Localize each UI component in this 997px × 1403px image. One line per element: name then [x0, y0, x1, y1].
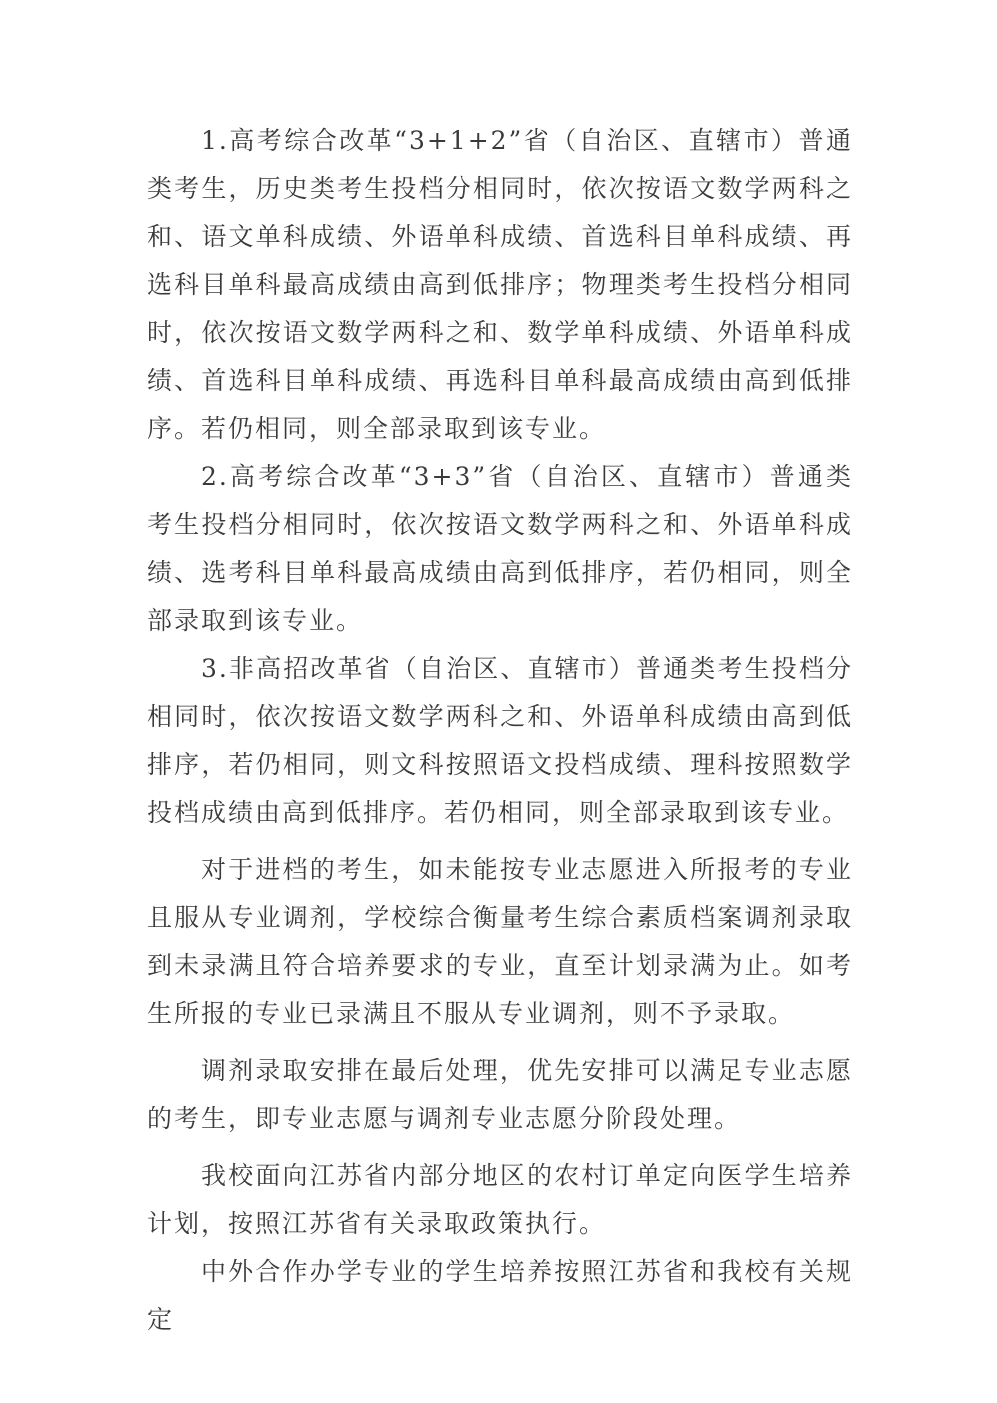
paragraph-adjustment-order: 调剂录取安排在最后处理，优先安排可以满足专业志愿的考生，即专业志愿与调剂专业志愿分阶段处理。: [147, 1056, 853, 1133]
document-body: [147, 117, 853, 1344]
paragraph-rural-medical: 我校面向江苏省内部分地区的农村订单定向医学生培养计划，按照江苏省有关录取政策执行。: [147, 1161, 853, 1238]
paragraph-sino-foreign: 中外合作办学专业的学生培养按照江苏省和我校有关规定: [147, 1257, 853, 1334]
paragraph-rule-3: 3.非高招改革省（自治区、直辖市）普通类考生投档分相同时，依次按语文数学两科之和、外语单科成绩由高到低排序，若仍相同，则文科按照语文投档成绩、理科按照数学投档成绩由高到低排序。若仍相同，则全部录取到该专业。: [147, 654, 853, 827]
paragraph-rule-1: 1.高考综合改革“3+1+2”省（自治区、直辖市）普通类考生，历史类考生投档分相同时，依次按语文数学两科之和、语文单科成绩、外语单科成绩、首选科目单科成绩、再选科目单科最高成绩由高到低排序；物理类考生投档分相同时，依次按语文数学两科之和、数学单科成绩、外语单科成绩、首选科目单科成绩、再选科目单科最高成绩由高到低排序。若仍相同，则全部录取到该专业。: [147, 126, 853, 443]
paragraph-rule-2: 2.高考综合改革“3+3”省（自治区、直辖市）普通类考生投档分相同时，依次按语文数学两科之和、外语单科成绩、选考科目单科最高成绩由高到低排序，若仍相同，则全部录取到该专业。: [147, 462, 853, 635]
paragraph-adjustment: 对于进档的考生，如未能按专业志愿进入所报考的专业且服从专业调剂，学校综合衡量考生综合素质档案调剂录取到未录满且符合培养要求的专业，直至计划录满为止。如考生所报的专业已录满且不服从专业调剂，则不予录取。: [147, 855, 853, 1028]
